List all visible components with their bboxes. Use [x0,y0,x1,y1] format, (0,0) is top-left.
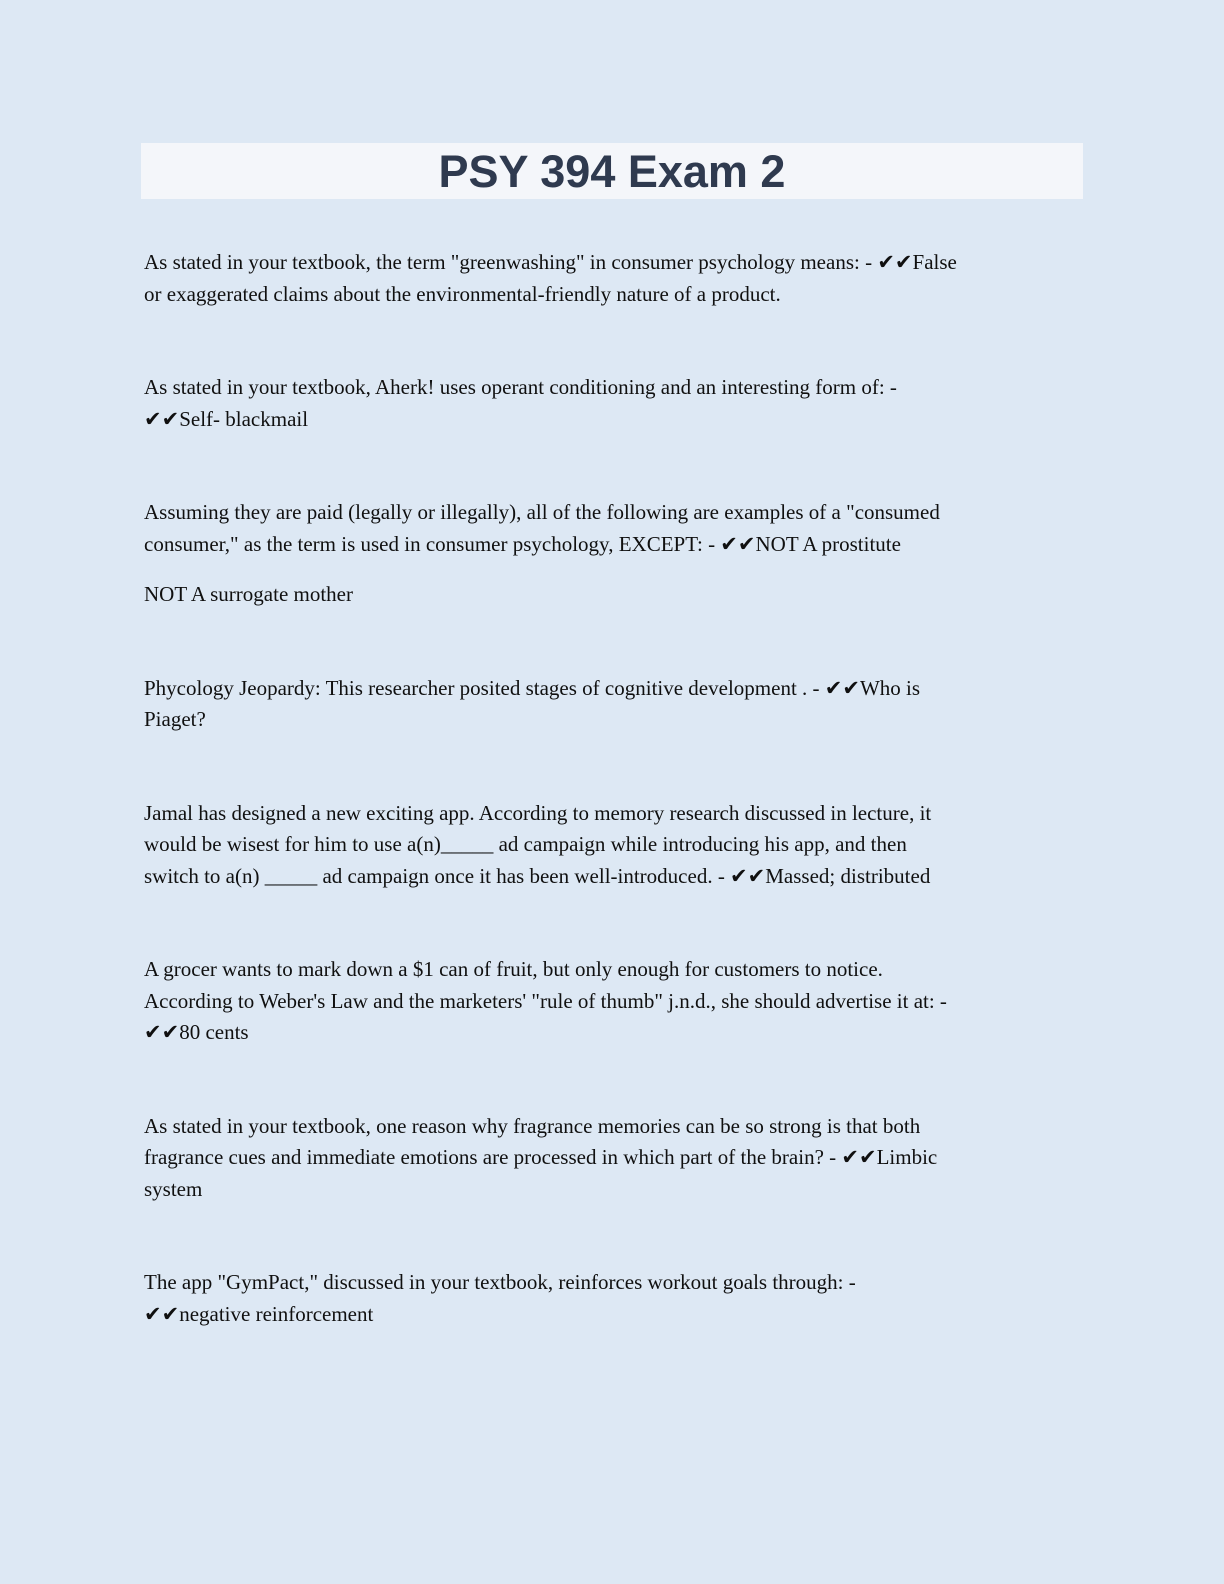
qa-block-ad-campaign [144,798,1094,893]
qa-text-line: As stated in your textbook, the term "greenwashing" in consumer psychology means: - ✔✔False [144,250,957,274]
qa-block-webers-law [144,954,1094,1049]
qa-block-fragrance-memory [144,1111,1094,1206]
qa-text-line: According to Weber's Law and the marketers' "rule of thumb" j.n.d., she should advertise it at: - [144,988,947,1013]
title-bar [141,143,1083,199]
qa-block-consumed-consumer [144,497,1094,611]
qa-text-line: Piaget? [144,707,206,731]
qa-block-gympact [144,1267,1094,1330]
qa-text-line: switch to a(n) _____ ad campaign once it has been well-introduced. - ✔✔Massed; distributed [144,863,931,888]
qa-text-line: Jamal has designed a new exciting app. According to memory research discussed in lecture, it [144,800,932,825]
qa-text-line: fragrance cues and immediate emotions are processed in which part of the brain? - ✔✔Limbic [144,1145,938,1169]
qa-text-line: would be wisest for him to use a(n)_____ ad campaign while introducing his app, and then [144,832,907,856]
qa-text-line: The app "GymPact," discussed in your textbook, reinforces workout goals through: - [144,1270,856,1294]
document-content [144,247,1094,1392]
qa-text-line: As stated in your textbook, one reason why fragrance memories can be so strong is that both [144,1113,921,1138]
qa-text-line: As stated in your textbook, Aherk! uses operant conditioning and an interesting form of: - [144,375,897,399]
qa-text-line: ✔✔negative reinforcement [144,1301,374,1326]
qa-text-line: ✔✔Self- blackmail [144,406,309,431]
qa-text-line: Assuming they are paid (legally or illegally), all of the following are examples of a "consumed [144,500,940,524]
qa-block-greenwashing [144,247,1094,310]
qa-text-line: system [144,1176,203,1201]
qa-answer-note: NOT A surrogate mother [144,582,353,606]
qa-text-line: or exaggerated claims about the environmental-friendly nature of a product. [144,281,781,306]
qa-block-aherk [144,372,1094,435]
page-title: PSY 394 Exam 2 [438,146,786,197]
qa-text-line: Phycology Jeopardy: This researcher posited stages of cognitive development . - ✔✔Who is [144,675,921,700]
qa-text-line: A grocer wants to mark down a $1 can of fruit, but only enough for customers to notice. [144,957,883,981]
qa-text-line: ✔✔80 cents [144,1020,249,1044]
qa-block-jeopardy-piaget [144,673,1094,736]
qa-text-line: consumer," as the term is used in consumer psychology, EXCEPT: - ✔✔NOT A prostitute [144,531,901,556]
